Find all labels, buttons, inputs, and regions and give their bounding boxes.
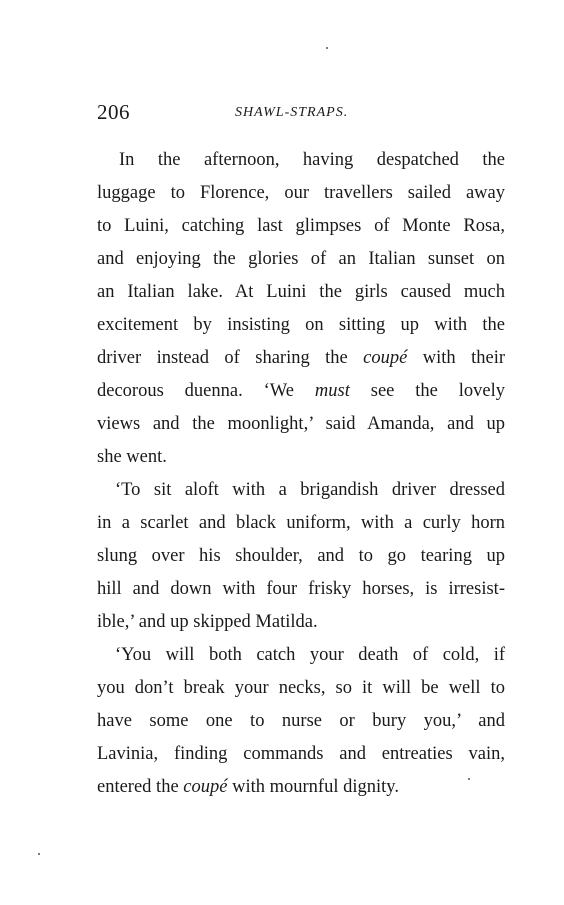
text-segment: entered the <box>97 777 184 797</box>
text-segment: with mournful dignity. <box>227 777 399 797</box>
text-line: have some one to nurse or bury you,’ and <box>97 711 505 731</box>
text-line: ‘To sit aloft with a brigandish driver dressed <box>115 480 505 500</box>
italic-word: must <box>314 381 350 401</box>
text-line: hill and down with four frisky horses, is irresist- <box>97 579 505 599</box>
text-segment: decorous duenna. ‘We <box>97 381 315 401</box>
text-segment: driver instead of sharing the <box>97 348 364 368</box>
paragraph <box>97 477 505 642</box>
text-line: luggage to Florence, our travellers sailed away <box>97 183 505 203</box>
text-line: ‘You will both catch your death of cold, if <box>115 645 505 665</box>
page-header <box>97 100 509 126</box>
text-line: views and the moonlight,’ said Amanda, and up <box>97 414 505 434</box>
text-line: excitement by insisting on sitting up with the <box>97 315 505 335</box>
text-line: and enjoying the glories of an Italian sunset on <box>97 249 505 269</box>
italic-word: coupé <box>183 777 228 797</box>
text-line: Lavinia, finding commands and entreaties vain, <box>97 744 505 764</box>
text-line: she went. <box>97 447 167 467</box>
text-line: an Italian lake. At Luini the girls caused much <box>97 282 505 302</box>
paragraph <box>97 642 505 807</box>
body-text <box>97 147 505 807</box>
text-segment: see the lovely <box>349 381 506 401</box>
paragraph <box>97 147 505 477</box>
running-head: SHAWL-STRAPS. <box>235 105 349 120</box>
text-line: you don’t break your necks, so it will be well to <box>97 678 505 698</box>
italic-word: coupé <box>363 348 408 368</box>
text-line: in a scarlet and black uniform, with a curly horn <box>97 513 505 533</box>
text-line: In the afternoon, having despatched the <box>119 150 505 170</box>
page-number: 206 <box>97 100 130 124</box>
text-line <box>97 345 505 378</box>
text-line: ible,’ and up skipped Matilda. <box>97 612 318 632</box>
text-line <box>97 378 505 411</box>
ink-speck <box>38 853 40 855</box>
ink-speck <box>326 47 328 49</box>
text-line: to Luini, catching last glimpses of Monte Rosa, <box>97 216 505 236</box>
text-line: slung over his shoulder, and to go tearing up <box>97 546 505 566</box>
text-segment: with their <box>407 348 505 368</box>
text-line <box>97 774 505 807</box>
